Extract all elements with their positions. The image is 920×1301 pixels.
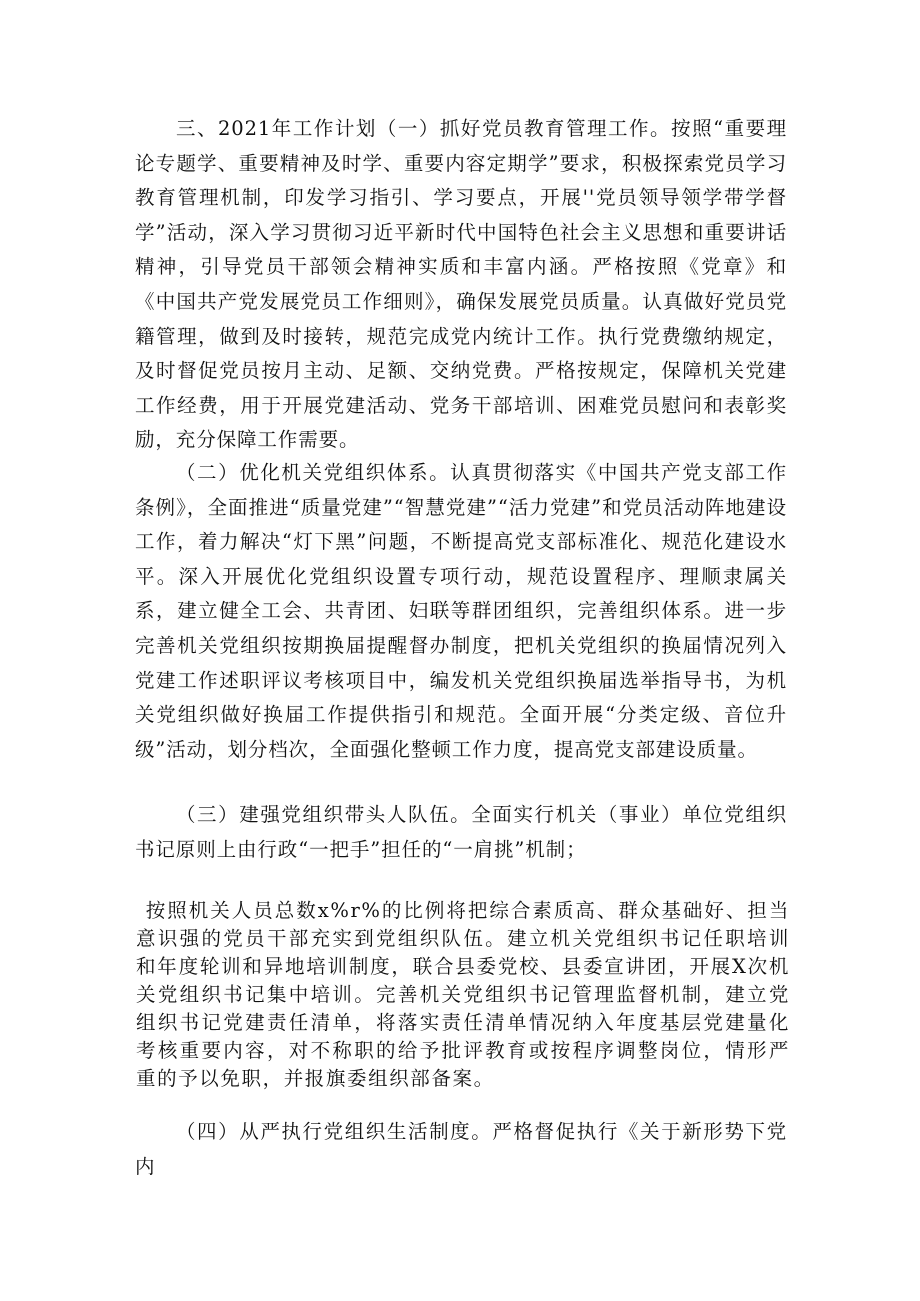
paragraph-secretary-training: 按照机关人员总数x%r%的比例将把综合素质高、群众基础好、担当意识强的党员干部充实到党组织队伍。建立机关党组织书记任职培训和年度轮训和异地培训制度，联合县委党校、县委宣讲团，开展X次机关党组织书记集中培训。完善机关党组织书记管理监督机制，建立党组织书记党建责任清单，将落实责任清单情况纳入年度基层党建量化考核重要内容，对不称职的给予批评教育或按程序调整岗位，情形严重的予以免职，并报旗委组织部备案。: [136, 899, 790, 1090]
paragraph-leader-team: （三）建强党组织带头人队伍。全面实行机关（事业）单位党组织书记原则上由行政“一把手”担任的“一肩挑”机制；: [135, 803, 787, 861]
paragraph-organization-life: （四）从严执行党组织生活制度。严格督促执行《关于新形势下党内: [135, 1120, 787, 1178]
paragraph-work-plan-education: 三、2021年工作计划（一）抓好党员教育管理工作。按照“重要理论专题学、重要精神及时学、重要内容定期学”要求，积极探索党员学习教育管理机制，印发学习指引、学习要点，开展''党员领导领学带学督学”活动，深入学习贯彻习近平新时代中国特色社会主义思想和重要讲话精神，引导党员干部领会精神实质和丰富内涵。严格按照《党章》和《中国共产党发展党员工作细则》，确保发展党员质量。认真做好党员党籍管理，做到及时接转，规范完成党内统计工作。执行党费缴纳规定，及时督促党员按月主动、足额、交纳党费。严格按规定，保障机关党建工作经费，用于开展党建活动、党务干部培训、困难党员慰问和表彰奖励，充分保障工作需要。: [135, 117, 787, 452]
paragraph-optimize-organization: （二）优化机关党组织体系。认真贯彻落实《中国共产党支部工作条例》，全面推进“质量党建”“智慧党建”“活力党建”和党员活动阵地建设工作，着力解决“灯下黑”问题，不断提高党支部标准化、规范化建设水平。深入开展优化党组织设置专项行动，规范设置程序、理顺隶属关系，建立健全工会、共青团、妇联等群团组织，完善组织体系。进一步完善机关党组织按期换届提醒督办制度，把机关党组织的换届情况列入党建工作述职评议考核项目中，编发机关党组织换届选举指导书，为机关党组织做好换届工作提供指引和规范。全面开展“分类定级、音位升级”活动，划分档次，全面强化整顿工作力度，提高党支部建设质量。: [135, 461, 787, 761]
